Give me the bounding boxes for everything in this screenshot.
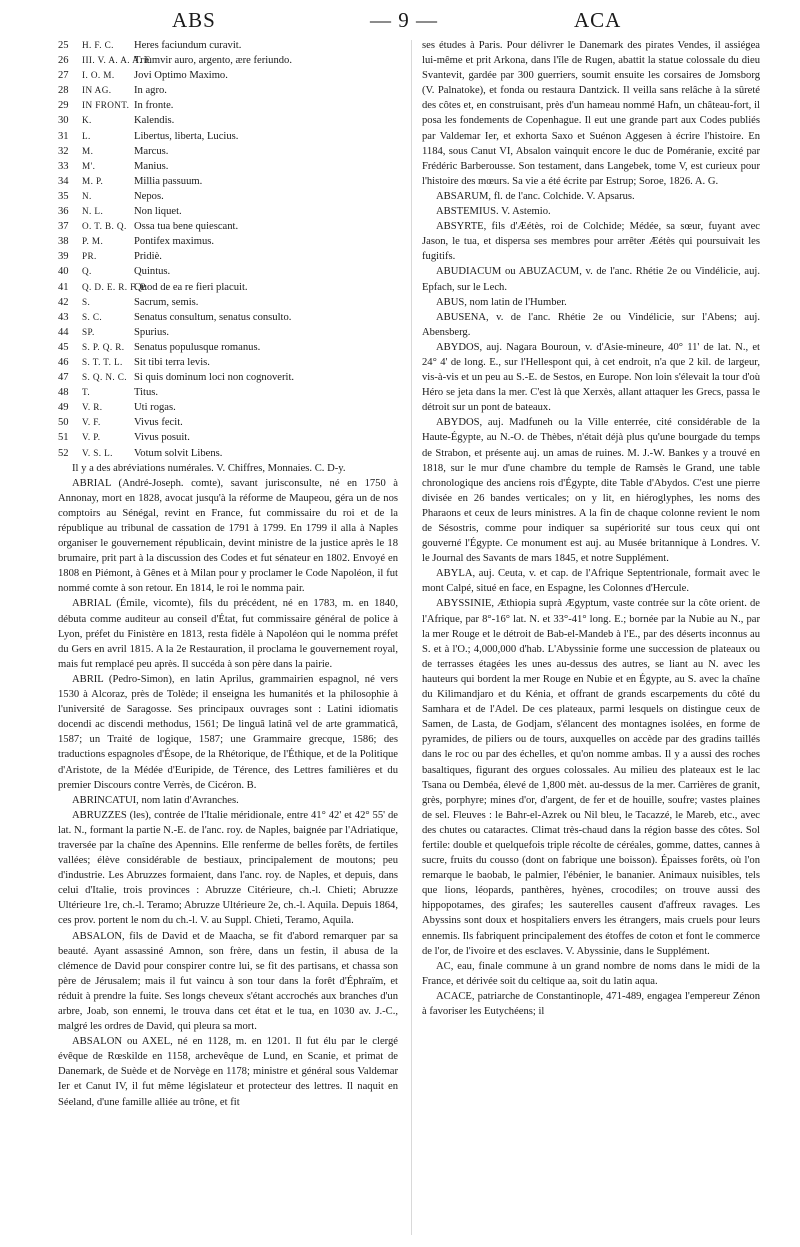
entry-abstemius: ABSTEMIUS. V. Astemio. bbox=[436, 206, 551, 218]
header-right-guide-word: ACA bbox=[574, 8, 622, 32]
entry-abrial-emile: ABRIAL (Émile, vicomte), fils du précédent, né en 1783, m. en 1840, débuta comme auditeur au conseil d'État, fut commissaire général de police à Lyon, préfet du Finistère en 1813, resta fidèle à Napoléon qui le nomma préfet du Gers en avril 1815. A la 2e Restauration, il proclama le gouvernement royal, mais fut remplacé peu après. Il succéda à son père dans la pairie. bbox=[58, 598, 398, 670]
abbreviation-row: 25 H. F. C. Heres faciundum curavit. bbox=[58, 40, 242, 51]
header-left-guide-word: ABS bbox=[172, 8, 216, 32]
abbreviation-row: 30 K. Kalendis. bbox=[58, 115, 175, 127]
abbreviation-row: 35 N. Nepos. bbox=[58, 190, 164, 202]
running-header bbox=[60, 8, 760, 34]
abbreviation-row: 28 IN AG. In agro. bbox=[58, 85, 167, 97]
abbreviation-row: 39 PR. Pridiè. bbox=[58, 251, 162, 263]
entry-abyla: ABYLA, auj. Ceuta, v. et cap. de l'Afrique Septentrionale, formait avec le mont Calpé, situé en face, en Espagne, les Colonnes d'Hercule. bbox=[422, 568, 760, 595]
entry-absarum: ABSARUM, fl. de l'anc. Colchide. V. Apsarus. bbox=[436, 190, 635, 202]
abbreviation-row: 38 P. M. Pontifex maximus. bbox=[58, 236, 215, 248]
entry-acace: ACACE, patriarche de Constantinople, 471-489, engagea l'empereur Zénon à favoriser les Eutychéens; il bbox=[422, 990, 760, 1017]
abbreviation-row: 44 SP. Spurius. bbox=[58, 326, 170, 338]
abbreviation-row: 50 V. F. Vivus fecit. bbox=[58, 417, 183, 429]
entry-abril: ABRIL (Pedro-Simon), en latin Aprilus, grammairien espagnol, né vers 1530 à Alcoraz, près de Tolède; il enseigna les humanités et la philosophie à l'université de Saragosse. Ses principaux ouvrages sont : Latini idiomatis docendi ac discendi methodus, 1561; De linguâ latinâ vel de arte grammaticâ, 1587; un Traité de logique, 1587; une Grammaire grecque, 1586; des traductions espagnoles d'Ésope, de la Rhétorique, de l'Éthique, et de la Politique d'Aristote, de la Médée d'Euripide, de Térence, des Lettres familières et du premier Discours contre Verrès, de Cicéron. B. bbox=[58, 673, 398, 791]
entry-abyssinie: ABYSSINIE, Æthiopia suprà Ægyptum, vaste contrée sur la côte orient. de l'Afrique, par 8°-16° lat. N. et 33°-41° long. E.; bornée par la Nubie au N., par la mer Rouge et le détroit de Bab-el-Mandeb à l'E., par des déserts inconnus au S. et à l'O.; 4,000,000 d'hab. L'Abyssinie forme une succession de plateaux ou de terrasses étagées les unes au-dessus des autres, se liant au N. avec les hauteurs qui bordent la mer Rouge en Nubie et en Égypte, au S. avec la chaîne du Kilimandjaro et du Kénia, et offrant de grands escarpements du côté du Samhara et de l'Adel. De ces plateaux, parmi lesquels on distingue ceux de Samen, de Lasta, de Godjam, s'élancent des montagnes isolées, en forme de pyramides, de piliers ou de tours, auxquelles on accède par des gradins taillés dans le roc ou par des échelles, et qu'on nomme ambas. Il y a aussi des roches basaltiques, figurant des orgues colossales. Au milieu des plateaux est le lac Tsana ou Dembéa, élevé de 1,800 mèt. au-dessus de la mer. Carrières de granit, grès, porphyre; mines d'or, d'argent, de fer et de houille, soufre; vastes plaines de sel. Fleuves : le Bahr-el-Azrek ou Nil bleu, le Tacazzé, le Mareb, etc., avec des chutes ou cataractes. Climat très-chaud dans la région basse des côtes. Sol fertile: double et quelquefois triple récolte de céréales, gomme, dattes, cannes à sucre, fruits du cousso (dont on fabrique une boisson). Épaisses forêts, où l'on remarque le baobab, le palmier, l'ébénier, le bananier. Animaux nuisibles, tels que lions, léopards, panthères, hyènes, crocodiles; on trouve aussi des hippopotames, des girafes; les sauterelles causent d'affreux ravages. Les Abyssins sont doux et hospitaliers envers les étrangers, mais cruels pour leurs ennemis. Ils fabriquent principalement des étoffes de coton et font le commerce de l'or, de l'ivoire et des esclaves. V. Abyssinie, dans le Supplément. bbox=[422, 598, 760, 957]
entry-absyrte: ABSYRTE, fils d'Æétès, roi de Colchide; Médée, sa sœur, fuyant avec Jason, le tua, et dispersa ses membres pour arrêter Æétès qui poursuivait les fugitifs. bbox=[422, 221, 760, 263]
abbreviation-row: 29 IN FRONT. In fronte. bbox=[58, 100, 174, 112]
entry-abydos-egypt: ABYDOS, auj. Madfuneh ou la Ville enterrée, cité considérable de la Haute-Égypte, au N.-O. de Thèbes, n'était déjà plus qu'une bourgade du temps de Strabon, et présente auj. un amas de ruines. M. J.-W. Bankes y a trouvé en 1818, sur le mur d'une chambre du temple de Ramsès le Grand, une table chronologique des anciens rois d'Égypte, dite Table d'Abydos. C'est une pierre divisée en 26 bandes verticales; on y lit, en hiéroglyphes, les noms des Pharaons et ceux de leurs ministres. A la fin de chaque colonne revient le nom de Sésostris, comme pour indiquer sa supériorité sur tous ceux qui ont gouverné l'Égypte. Ce monument est auj. au Musée britannique à Londres. V. le Journal des Savants de mars 1845, et notre Supplément. bbox=[422, 417, 760, 565]
abbreviation-list bbox=[58, 38, 398, 461]
entry-absalon-continued: ses études à Paris. Pour délivrer le Danemark des pirates Vendes, il assiégea lui-même et prit Arkona, dans l'île de Rugen, abattit la statue colossale du dieu Svantevit, gardée par 300 guerriers, soumit ensuite les corsaires de Jomsborg (V. Palnatoke), et fonda ou restaura Dantzick. Il veilla sans relâche à la sûreté des côtes et, en construisant, près d'un hameau nommé Hafn, un château-fort, il posa les fondements de Copenhague. Il eut une grande part aux Codes publiés par Valdemar Ier, et exhorta Saxo et Suénon Aggesen à écrire l'histoire. En 1184, sous Canut VI, Absalon vainquit encore le duc de Poméranie, excité par Frédéric Barberousse. Son testament, dans Langebek, tome V, est curieux pour l'histoire des mœurs. Sa vie a été écrite par Estrup; Soroe, 1826. A. G. bbox=[422, 40, 760, 187]
abbreviation-row: 31 L. Libertus, liberta, Lucius. bbox=[58, 130, 239, 142]
entry-absalon-son-of-david: ABSALON, fils de David et de Maacha, se fit d'abord remarquer par sa beauté. Ayant assassiné Amnon, son frère, dans un festin, il abusa de la clémence de David pour conspirer contre lui, se fit des partisans, et chassa son père de Jérusalem; mais il fut vaincu à son tour dans la forêt d'Éphraïm, et réduit à prendre la fuite. Ses longs cheveux s'étant accrochés aux branches d'un arbre, Joab, son ennemi, le trouva dans cet état et le tua, en 1030 av. J.-C., malgré les ordres de David, qui pleura sa mort. bbox=[58, 930, 398, 1033]
right-column bbox=[422, 38, 760, 1019]
abbreviation-row: 40 Q. Quintus. bbox=[58, 266, 171, 278]
abbreviation-row: 42 S. Sacrum, semis. bbox=[58, 296, 199, 308]
abbreviation-row: 26 III. V. A. A. A. F. Triumvir auro, argento, ære feriundo. bbox=[58, 55, 292, 67]
entry-abudiacum: ABUDIACUM ou ABUZACUM, v. de l'anc. Rhétie 2e ou Vindélicie, auj. Epfach, sur le Lech. bbox=[422, 266, 760, 293]
entry-abruzzes: ABRUZZES (les), contrée de l'Italie méridionale, entre 41° 42' et 42° 55' de lat. N., formant la partie N.-E. de l'anc. roy. de Naples, baignée par l'Adriatique, traversée par la chaîne des Apennins. Elle renferme de belles forêts, de fertiles vallées; élève considérable de bestiaux, principalement de moutons; peu d'industrie. Les Abruzzes formaient, dans l'anc. roy. de Naples, et depuis, dans celui d'Italie, trois provinces : Abruzze Citérieure, ch.-l. Chieti; Abruzze Ultérieure 1re, ch.-l. Teramo; Abruzze Ultérieure 2e, ch.-l. Aquila. Depuis 1864, ces prov. portent le nom du ch.-l. V. au Suppl. Chieti, Teramo, Aquila. bbox=[58, 809, 398, 927]
abbreviation-row: 41 Q. D. E. R. F. P. Quod de ea re fieri placuit. bbox=[58, 281, 248, 293]
abbreviation-row: 52 V. S. L. Votum solvit Libens. bbox=[58, 447, 223, 459]
abbreviation-row: 49 V. R. Uti rogas. bbox=[58, 402, 176, 414]
entry-abusena: ABUSENA, v. de l'anc. Rhétie 2e ou Vindélicie, sur l'Abens; auj. Abensberg. bbox=[422, 311, 760, 338]
abbreviation-row: 47 S. Q. N. C. Si quis dominum loci non cognoverit. bbox=[58, 372, 295, 384]
abbreviation-row: 27 I. O. M. Jovi Optimo Maximo. bbox=[58, 70, 228, 82]
abbreviation-row: 51 V. P. Vivus posuit. bbox=[58, 432, 190, 444]
column-separator bbox=[411, 40, 412, 1235]
entry-abydos-asia-minor: ABYDOS, auj. Nagara Bouroun, v. d'Asie-mineure, 40° 11' de lat. N., et 24° 4' de long. E., sur l'Hellespont qui, à cet endroit, n'a que 2 kil. de largeur, vis-à-vis et un peu au S.-E. de Sestos, en Europe. Non loin s'élevait la tour d'où Héro se jeta dans la mer. C'est là que Xerxès, allant attaquer les Grecs, passa le détroit sur un pont de bateaux. bbox=[422, 341, 760, 414]
abbreviation-row: 33 M'. Manius. bbox=[58, 160, 169, 172]
entry-ac: AC, eau, finale commune à un grand nombre de noms dans le midi de la France, et dérivée soit du celtique aa, soit du latin aqua. bbox=[422, 960, 760, 987]
abbreviation-row: 45 S. P. Q. R. Senatus populusque romanus. bbox=[58, 341, 261, 353]
entry-abrial-andre-joseph: ABRIAL (André-Joseph. comte), savant jurisconsulte, né en 1750 à Annonay, mort en 1828, avocat jusqu'à la réforme de Maupeou, géra un de nos comptoirs au Sénégal, revint en France, fut commissaire du roi et de la république au tribunal de cassation de 1791 à 1799. En 1799 il alla à Naples organiser le gouvernement républicain, devint ministre de la justice après le 18 brumaire, prit part à la discussion des Codes et fut sénateur en 1802. Envoyé en 1808 en Piémont, à Gênes et à Milan pour y proclamer le Code Napoléon, il fut nommé comte à son retour. En 1814, le roi le nomma pair. bbox=[58, 477, 398, 595]
left-column bbox=[58, 38, 398, 1110]
abbreviation-row: 34 M. P. Millia passuum. bbox=[58, 175, 203, 187]
entry-absalon-axel: ABSALON ou AXEL, né en 1128, m. en 1201. Il fut élu par le clergé évêque de Rœskilde en 1158, archevêque de Lund, en Scanie, et primat de Danemark, de Suède et de Norvège en 1178; ministre et général sous Valdemar Ier et Canut IV, il fut même législateur et protecteur des lettres. Il naquit en Séeland, d'une famille alliée au trône, et fit bbox=[58, 1036, 398, 1108]
abbreviation-row: 46 S. T. T. L. Sit tibi terra levis. bbox=[58, 356, 210, 368]
entry-abus: ABUS, nom latin de l'Humber. bbox=[436, 296, 567, 308]
abbreviation-row: 36 N. L. Non liquet. bbox=[58, 206, 182, 218]
abbreviation-row: 48 T. Titus. bbox=[58, 387, 159, 399]
abbreviation-row: 37 O. T. B. Q. Ossa tua bene quiescant. bbox=[58, 221, 239, 233]
entry-abrincatui: ABRINCATUI, nom latin d'Avranches. bbox=[72, 794, 239, 806]
entry-numeral-abbreviations: Il y a des abréviations numérales. V. Chiffres, Monnaies. C. D-y. bbox=[72, 462, 346, 474]
abbreviation-row: 43 S. C. Senatus consultum, senatus consulto. bbox=[58, 311, 292, 323]
page-number: — 9 — bbox=[370, 8, 438, 32]
abbreviation-row: 32 M. Marcus. bbox=[58, 145, 169, 157]
